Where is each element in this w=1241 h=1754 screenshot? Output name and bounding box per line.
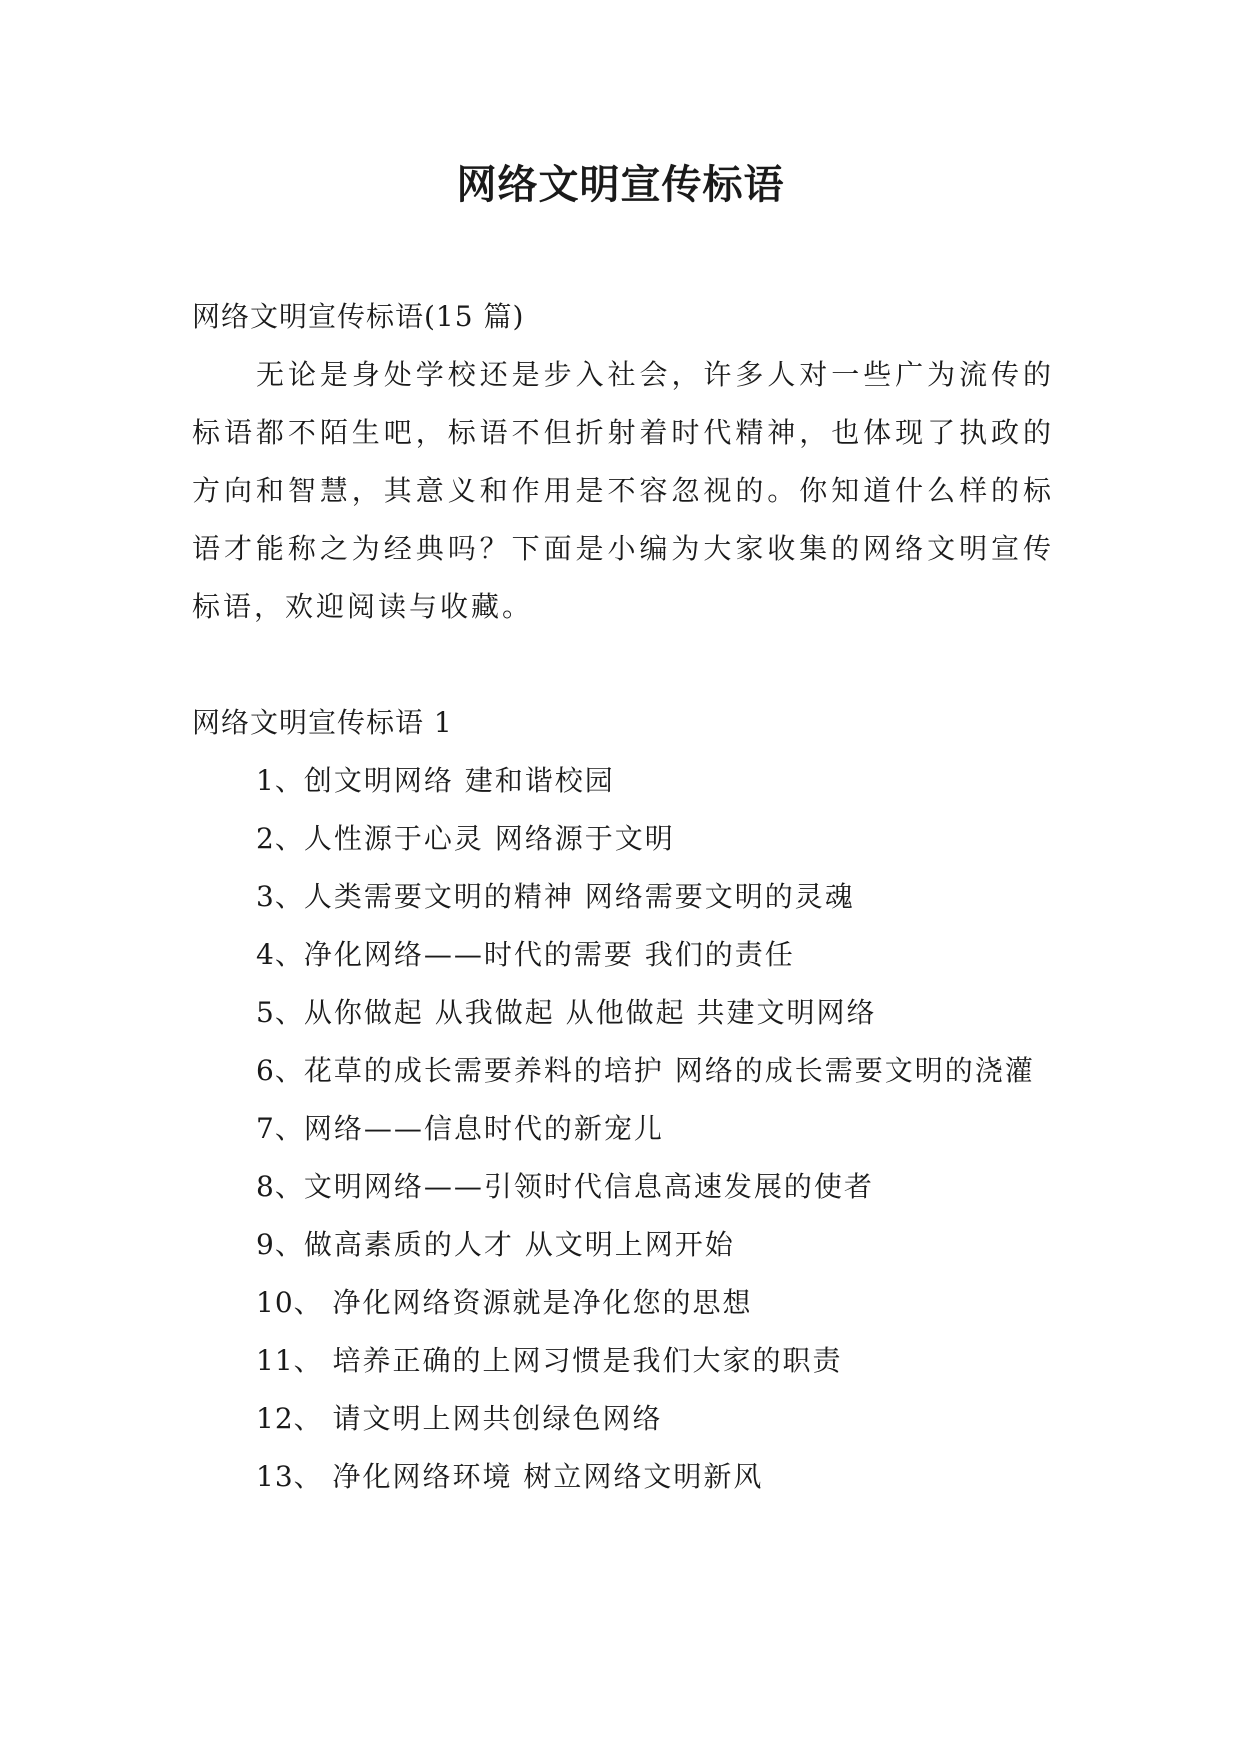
- slogan-item: [192, 984, 1054, 1042]
- slogan-text: 培养正确的上网习惯是我们大家的职责: [332, 1344, 843, 1377]
- slogan-text: 文明网络——引领时代信息高速发展的使者: [303, 1170, 874, 1203]
- slogan-text: 网络——信息时代的新宠儿: [303, 1112, 664, 1145]
- slogan-number: 8、: [256, 1170, 304, 1203]
- slogan-text: 从你做起 从我做起 从他做起 共建文明网络: [303, 996, 877, 1029]
- slogan-number: 5、: [256, 996, 304, 1029]
- slogan-item: [192, 810, 1054, 868]
- slogan-item: [192, 926, 1054, 984]
- slogan-text: 净化网络环境 树立网络文明新风: [332, 1460, 764, 1493]
- slogan-number: 11、: [256, 1344, 333, 1377]
- slogan-text: 净化网络——时代的需要 我们的责任: [303, 938, 795, 971]
- slogan-item: [192, 1216, 1054, 1274]
- slogan-text: 人性源于心灵 网络源于文明: [303, 822, 675, 855]
- slogan-item: [192, 1042, 1054, 1100]
- intro-paragraph: 无论是身处学校还是步入社会，许多人对一些广为流传的标语都不陌生吧，标语不但折射着时代精神，也体现了执政的方向和智慧，其意义和作用是不容忽视的。你知道什么样的标语才能称之为经典吗？下面是小编为大家收集的网络文明宣传标语，欢迎阅读与收藏。: [192, 358, 1054, 623]
- slogan-item: [192, 868, 1054, 926]
- slogan-number: 12、: [256, 1402, 333, 1435]
- slogan-number: 6、: [256, 1054, 304, 1087]
- slogan-number: 4、: [256, 938, 304, 971]
- slogan-item: [192, 1390, 1054, 1448]
- slogan-text: 净化网络资源就是净化您的思想: [332, 1286, 753, 1319]
- slogan-number: 3、: [256, 880, 304, 913]
- slogan-item: [192, 1448, 1054, 1506]
- slogan-number: 7、: [256, 1112, 304, 1145]
- slogan-item: [192, 1158, 1054, 1216]
- slogan-number: 2、: [256, 822, 304, 855]
- slogan-text: 请文明上网共创绿色网络: [332, 1402, 663, 1435]
- section-heading: 网络文明宣传标语 1: [192, 706, 453, 739]
- slogan-text: 创文明网络 建和谐校园: [303, 764, 615, 797]
- slogan-item: [192, 1332, 1054, 1390]
- slogan-number: 10、: [256, 1286, 333, 1319]
- slogan-item: [192, 752, 1054, 810]
- slogan-text: 做高素质的人才 从文明上网开始: [303, 1228, 735, 1261]
- slogan-text: 人类需要文明的精神 网络需要文明的灵魂: [303, 880, 855, 913]
- slogan-item: [192, 1274, 1054, 1332]
- slogan-item: [192, 1100, 1054, 1158]
- slogan-number: 1、: [256, 764, 304, 797]
- document-body: [192, 288, 1054, 1506]
- slogan-number: 13、: [256, 1460, 333, 1493]
- document-subtitle: 网络文明宣传标语(15 篇): [192, 300, 525, 333]
- document-title: 网络文明宣传标语: [456, 162, 785, 208]
- slogan-list: [192, 752, 1054, 1506]
- slogan-text: 花草的成长需要养料的培护 网络的成长需要文明的浇灌: [303, 1054, 1035, 1087]
- slogan-number: 9、: [256, 1228, 304, 1261]
